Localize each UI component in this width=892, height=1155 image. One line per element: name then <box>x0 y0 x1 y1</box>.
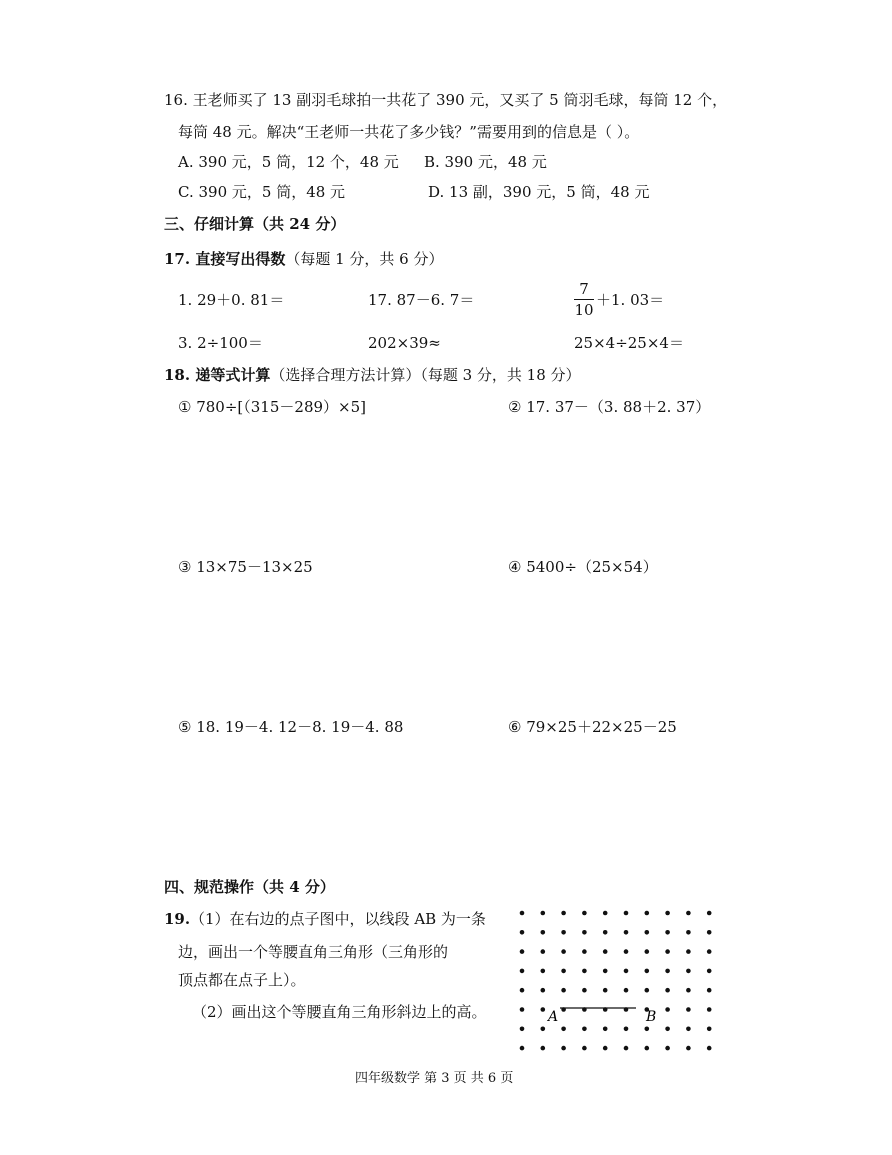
q16-option-c: C. 390 元，5 筒，48 元 <box>178 183 346 201</box>
q17-item: ＋1. 03＝ <box>596 291 665 309</box>
grid-dot <box>603 1046 608 1051</box>
q18-item: ② 17. 37－（3. 88＋2. 37） <box>508 398 711 416</box>
q17-title: 17. 直接写出得数 <box>164 250 286 268</box>
q18-item: ① 780÷[（315－289）×5] <box>178 398 366 416</box>
grid-dot <box>686 930 691 935</box>
grid-dot <box>707 1046 712 1051</box>
grid-dot <box>582 988 587 993</box>
grid-dot <box>645 949 650 954</box>
grid-dot <box>520 1046 525 1051</box>
grid-dot <box>624 930 629 935</box>
q17-item: 25×4÷25×4＝ <box>574 334 684 352</box>
grid-dot <box>665 911 670 916</box>
q17-item: 1. 29＋0. 81＝ <box>178 291 285 309</box>
grid-dot <box>541 911 546 916</box>
fraction-bar <box>574 299 594 300</box>
section-3-title: 三、仔细计算（共 24 分） <box>164 215 346 233</box>
grid-dot <box>645 988 650 993</box>
grid-dot <box>541 1046 546 1051</box>
q19-line3: 顶点都在点子上）。 <box>178 971 306 989</box>
q17-heading <box>164 249 444 269</box>
q18-item: ⑥ 79×25＋22×25－25 <box>508 718 677 736</box>
grid-dot <box>665 930 670 935</box>
page-footer: 四年级数学 第 3 页 共 6 页 <box>355 1071 514 1086</box>
grid-dot <box>624 1027 629 1032</box>
grid-dot <box>707 949 712 954</box>
q16-option-b: B. 390 元，48 元 <box>424 153 547 171</box>
grid-dot <box>603 949 608 954</box>
grid-dot <box>603 911 608 916</box>
q19-number: 19. <box>164 910 191 928</box>
fraction-numerator: 7 <box>579 280 589 298</box>
grid-dot <box>645 1027 650 1032</box>
q19-line4: （2）画出这个等腰直角三角形斜边上的高。 <box>192 1003 487 1021</box>
grid-dot <box>624 911 629 916</box>
grid-dot <box>582 949 587 954</box>
grid-dot <box>520 949 525 954</box>
q18-item: ④ 5400÷（25×54） <box>508 558 658 576</box>
grid-dot <box>561 930 566 935</box>
grid-dot <box>665 969 670 974</box>
grid-dot <box>645 911 650 916</box>
q18-item: ⑤ 18. 19－4. 12－8. 19－4. 88 <box>178 718 404 736</box>
grid-dot <box>603 969 608 974</box>
grid-dot <box>582 930 587 935</box>
q17-item: 202×39≈ <box>368 334 441 352</box>
grid-dot <box>561 969 566 974</box>
grid-dots <box>520 911 712 1051</box>
grid-dot <box>520 911 525 916</box>
point-a-label: A <box>548 1009 559 1025</box>
grid-dot <box>541 988 546 993</box>
q17-item: 3. 2÷100＝ <box>178 334 263 352</box>
grid-dot <box>603 988 608 993</box>
grid-dot <box>686 949 691 954</box>
grid-dot <box>541 949 546 954</box>
point-b-label: B <box>646 1009 657 1025</box>
dot-grid[interactable] <box>512 903 718 1055</box>
grid-dot <box>665 988 670 993</box>
grid-dot <box>686 1007 691 1012</box>
grid-dot <box>541 1027 546 1032</box>
grid-dot <box>561 1046 566 1051</box>
grid-dot <box>707 1007 712 1012</box>
fraction-denominator: 10 <box>574 301 594 319</box>
grid-dot <box>582 1046 587 1051</box>
grid-dot <box>686 969 691 974</box>
grid-dot <box>561 988 566 993</box>
q16-option-a: A. 390 元，5 筒，12 个，48 元 <box>178 153 399 171</box>
grid-dot <box>520 930 525 935</box>
grid-dot <box>541 1007 546 1012</box>
grid-dot <box>582 969 587 974</box>
grid-dot <box>707 969 712 974</box>
grid-dot <box>624 1046 629 1051</box>
grid-dot <box>520 1027 525 1032</box>
q19-line2: 边，画出一个等腰直角三角形（三角形的 <box>178 943 449 961</box>
grid-dot <box>582 1027 587 1032</box>
q19-line1: （1）在右边的点子图中，以线段 AB 为一条 <box>190 910 486 928</box>
grid-dot <box>686 1046 691 1051</box>
q16-line2: 每筒 48 元。解决“王老师一共花了多少钱？”需要用到的信息是（ ）。 <box>178 123 640 141</box>
q16-line1: 16. 王老师买了 13 副羽毛球拍一共花了 390 元，又买了 5 筒羽毛球，每筒 12 个， <box>164 91 728 109</box>
q17-fraction <box>574 280 594 319</box>
grid-dot <box>665 1046 670 1051</box>
q18-title: 18. 递等式计算 <box>164 366 271 384</box>
grid-dot <box>624 988 629 993</box>
grid-dot <box>624 949 629 954</box>
grid-dot <box>541 969 546 974</box>
grid-dot <box>645 1046 650 1051</box>
grid-dot <box>665 1027 670 1032</box>
q17-item: 17. 87－6. 7＝ <box>368 291 475 309</box>
grid-dot <box>541 930 546 935</box>
grid-dot <box>686 988 691 993</box>
grid-dot <box>665 1007 670 1012</box>
grid-dot <box>582 911 587 916</box>
q18-heading <box>164 365 581 385</box>
grid-dot <box>561 1027 566 1032</box>
grid-dot <box>686 1027 691 1032</box>
grid-dot <box>520 969 525 974</box>
grid-dot <box>707 988 712 993</box>
section-4-title: 四、规范操作（共 4 分） <box>164 878 335 896</box>
grid-dot <box>624 969 629 974</box>
grid-dot <box>520 988 525 993</box>
grid-dot <box>645 930 650 935</box>
grid-dot <box>665 949 670 954</box>
q18-score: （选择合理方法计算）（每题 3 分，共 18 分） <box>270 366 581 384</box>
grid-dot <box>561 949 566 954</box>
grid-dot <box>686 911 691 916</box>
grid-dot <box>707 911 712 916</box>
grid-dot <box>603 930 608 935</box>
grid-dot <box>520 1007 525 1012</box>
grid-dot <box>707 1027 712 1032</box>
grid-dot <box>603 1027 608 1032</box>
grid-dot <box>645 969 650 974</box>
grid-dot <box>707 930 712 935</box>
q17-score: （每题 1 分，共 6 分） <box>285 250 444 268</box>
q16-option-d: D. 13 副，390 元，5 筒，48 元 <box>428 183 650 201</box>
grid-dot <box>561 911 566 916</box>
q18-item: ③ 13×75－13×25 <box>178 558 313 576</box>
